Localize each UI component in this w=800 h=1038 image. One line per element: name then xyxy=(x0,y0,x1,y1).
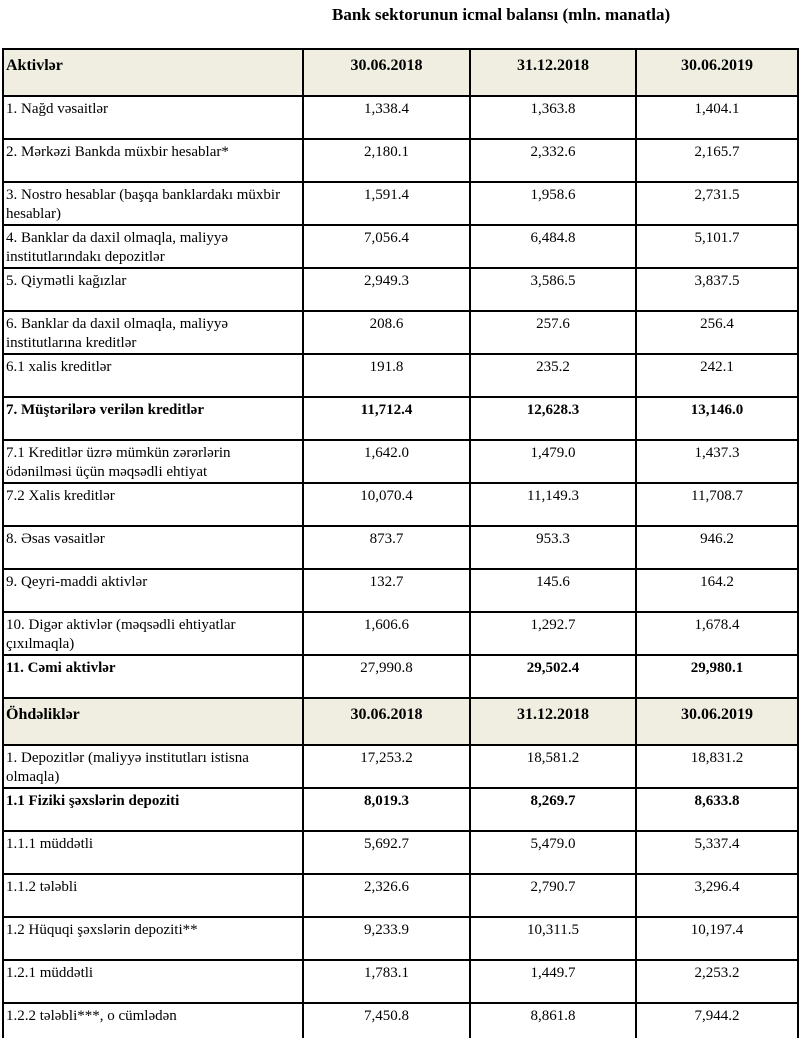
row-value: 873.7 xyxy=(303,526,470,569)
row-value: 1,479.0 xyxy=(470,440,636,483)
row-value: 17,253.2 xyxy=(303,745,470,788)
row-label: 7.1 Kreditlər üzrə mümkün zərərlərin ödənilməsi üçün məqsədli ehtiyat xyxy=(3,440,303,483)
row-value: 145.6 xyxy=(470,569,636,612)
row-value: 5,337.4 xyxy=(636,831,798,874)
row-value: 2,180.1 xyxy=(303,139,470,182)
row-label: 4. Banklar da daxil olmaqla, maliyyə institutlarındakı depozitlər xyxy=(3,225,303,268)
table-row xyxy=(3,225,798,268)
table-row xyxy=(3,483,798,526)
table-row xyxy=(3,569,798,612)
row-value: 18,831.2 xyxy=(636,745,798,788)
row-value: 10,197.4 xyxy=(636,917,798,960)
section-title: Öhdəliklər xyxy=(3,698,303,745)
row-label: 1.2.2 tələbli***, o cümlədən xyxy=(3,1003,303,1038)
row-value: 10,070.4 xyxy=(303,483,470,526)
row-value: 2,332.6 xyxy=(470,139,636,182)
row-label: 1.1 Fiziki şəxslərin depoziti xyxy=(3,788,303,831)
row-value: 3,586.5 xyxy=(470,268,636,311)
row-value: 3,296.4 xyxy=(636,874,798,917)
row-value: 208.6 xyxy=(303,311,470,354)
table-row-total-loans xyxy=(3,397,798,440)
row-value: 3,837.5 xyxy=(636,268,798,311)
column-header-date-1: 30.06.2018 xyxy=(303,49,470,96)
table-row xyxy=(3,960,798,1003)
row-value: 1,606.6 xyxy=(303,612,470,655)
row-value: 7,944.2 xyxy=(636,1003,798,1038)
row-label: 2. Mərkəzi Bankda müxbir hesablar* xyxy=(3,139,303,182)
row-value: 13,146.0 xyxy=(636,397,798,440)
row-value: 10,311.5 xyxy=(470,917,636,960)
row-value: 8,269.7 xyxy=(470,788,636,831)
section-header-ohdelikler xyxy=(3,698,798,745)
column-header-date-2: 31.12.2018 xyxy=(470,49,636,96)
table-row xyxy=(3,831,798,874)
table-row-individual-deposits xyxy=(3,788,798,831)
row-label: 1. Nağd vəsaitlər xyxy=(3,96,303,139)
table-row xyxy=(3,311,798,354)
row-label: 5. Qiymətli kağızlar xyxy=(3,268,303,311)
row-value: 18,581.2 xyxy=(470,745,636,788)
row-value: 2,790.7 xyxy=(470,874,636,917)
row-value: 1,363.8 xyxy=(470,96,636,139)
table-row xyxy=(3,440,798,483)
row-value: 7,056.4 xyxy=(303,225,470,268)
row-value: 2,165.7 xyxy=(636,139,798,182)
row-label: 1.1.2 tələbli xyxy=(3,874,303,917)
row-value: 953.3 xyxy=(470,526,636,569)
row-value: 1,958.6 xyxy=(470,182,636,225)
table-row xyxy=(3,917,798,960)
row-value: 11,149.3 xyxy=(470,483,636,526)
row-value: 1,292.7 xyxy=(470,612,636,655)
row-value: 11,712.4 xyxy=(303,397,470,440)
row-value: 9,233.9 xyxy=(303,917,470,960)
row-label: 1. Depozitlər (maliyyə institutları istisna olmaqla) xyxy=(3,745,303,788)
row-label: 11. Cəmi aktivlər xyxy=(3,655,303,698)
row-value: 5,101.7 xyxy=(636,225,798,268)
row-value: 257.6 xyxy=(470,311,636,354)
table-row xyxy=(3,354,798,397)
section-title: Aktivlər xyxy=(3,49,303,96)
row-value: 1,642.0 xyxy=(303,440,470,483)
table-row xyxy=(3,139,798,182)
row-value: 235.2 xyxy=(470,354,636,397)
table-row xyxy=(3,182,798,225)
table-row xyxy=(3,612,798,655)
column-header-date-3: 30.06.2019 xyxy=(636,49,798,96)
row-value: 29,980.1 xyxy=(636,655,798,698)
row-label: 10. Digər aktivlər (məqsədli ehtiyatlar çıxılmaqla) xyxy=(3,612,303,655)
row-value: 164.2 xyxy=(636,569,798,612)
row-value: 5,479.0 xyxy=(470,831,636,874)
table-row xyxy=(3,745,798,788)
row-value: 1,338.4 xyxy=(303,96,470,139)
row-label: 8. Əsas vəsaitlər xyxy=(3,526,303,569)
table-row-total-assets xyxy=(3,655,798,698)
row-label: 1.2.1 müddətli xyxy=(3,960,303,1003)
row-label: 7. Müştərilərə verilən kreditlər xyxy=(3,397,303,440)
row-value: 1,678.4 xyxy=(636,612,798,655)
row-value: 27,990.8 xyxy=(303,655,470,698)
row-value: 2,326.6 xyxy=(303,874,470,917)
row-value: 5,692.7 xyxy=(303,831,470,874)
row-label: 7.2 Xalis kreditlər xyxy=(3,483,303,526)
row-value: 6,484.8 xyxy=(470,225,636,268)
row-value: 132.7 xyxy=(303,569,470,612)
row-value: 2,949.3 xyxy=(303,268,470,311)
row-label: 1.2 Hüquqi şəxslərin depoziti** xyxy=(3,917,303,960)
row-label: 6. Banklar da daxil olmaqla, maliyyə institutlarına kreditlər xyxy=(3,311,303,354)
table-row xyxy=(3,874,798,917)
table-row xyxy=(3,1003,798,1038)
row-value: 11,708.7 xyxy=(636,483,798,526)
column-header-date-1: 30.06.2018 xyxy=(303,698,470,745)
row-value: 12,628.3 xyxy=(470,397,636,440)
row-value: 1,404.1 xyxy=(636,96,798,139)
row-value: 8,861.8 xyxy=(470,1003,636,1038)
row-value: 1,437.3 xyxy=(636,440,798,483)
row-value: 8,633.8 xyxy=(636,788,798,831)
balance-sheet-table xyxy=(2,48,799,1038)
row-label: 6.1 xalis kreditlər xyxy=(3,354,303,397)
row-value: 1,449.7 xyxy=(470,960,636,1003)
row-value: 1,783.1 xyxy=(303,960,470,1003)
row-value: 2,253.2 xyxy=(636,960,798,1003)
table-row xyxy=(3,268,798,311)
row-value: 191.8 xyxy=(303,354,470,397)
row-value: 256.4 xyxy=(636,311,798,354)
section-header-aktivler xyxy=(3,49,798,96)
row-value: 7,450.8 xyxy=(303,1003,470,1038)
page-title: Bank sektorunun icmal balansı (mln. manatla) xyxy=(332,5,671,24)
row-value: 29,502.4 xyxy=(470,655,636,698)
row-value: 2,731.5 xyxy=(636,182,798,225)
column-header-date-3: 30.06.2019 xyxy=(636,698,798,745)
row-label: 9. Qeyri-maddi aktivlər xyxy=(3,569,303,612)
row-value: 8,019.3 xyxy=(303,788,470,831)
row-label: 1.1.1 müddətli xyxy=(3,831,303,874)
row-value: 946.2 xyxy=(636,526,798,569)
row-label: 3. Nostro hesablar (başqa banklardakı müxbir hesablar) xyxy=(3,182,303,225)
row-value: 242.1 xyxy=(636,354,798,397)
column-header-date-2: 31.12.2018 xyxy=(470,698,636,745)
table-row xyxy=(3,526,798,569)
row-value: 1,591.4 xyxy=(303,182,470,225)
table-row xyxy=(3,96,798,139)
